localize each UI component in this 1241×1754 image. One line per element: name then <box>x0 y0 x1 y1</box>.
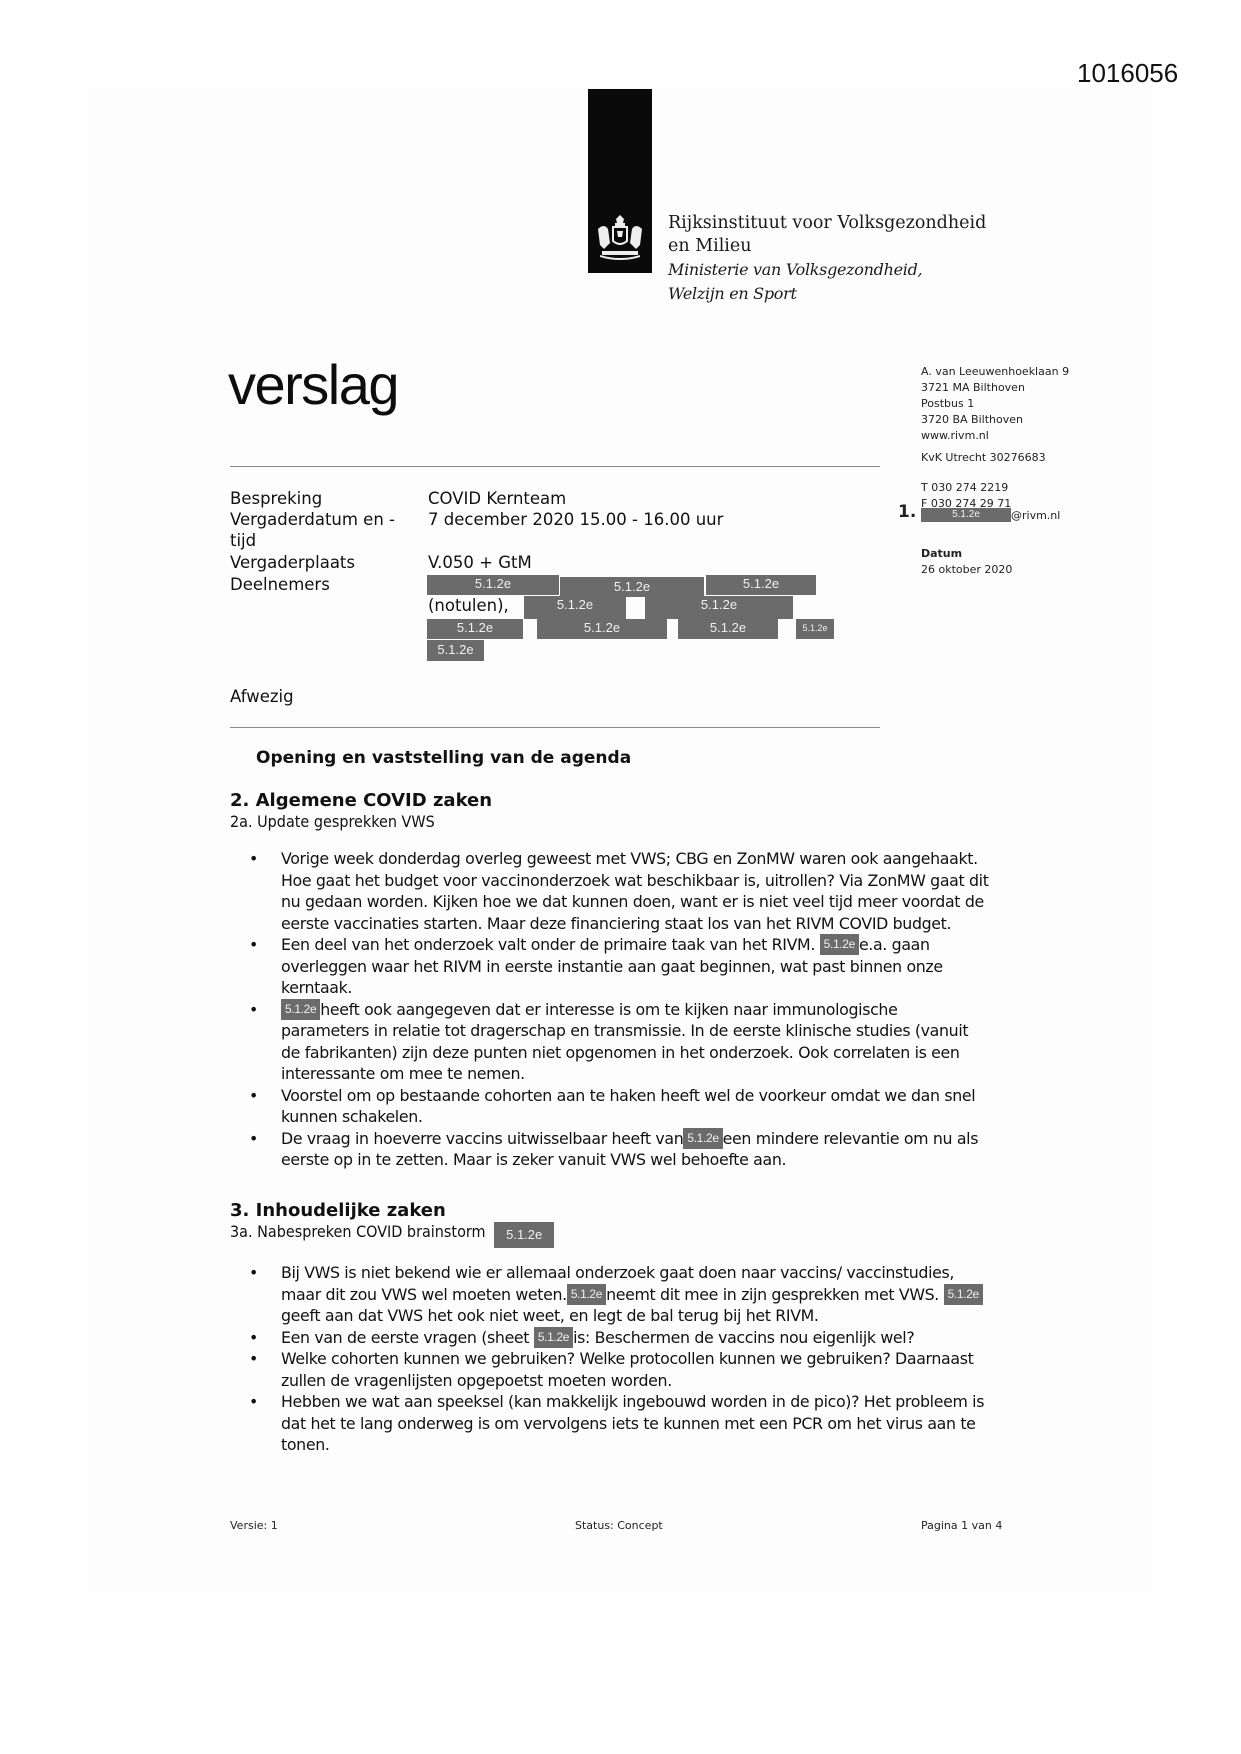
value-vergaderplaats: V.050 + GtM <box>428 553 532 572</box>
section-3a-subheading <box>230 1222 554 1248</box>
redaction-box: 5.1.2e <box>560 577 704 597</box>
notulen-label: (notulen), <box>428 596 509 615</box>
address-postbus: Postbus 1 <box>921 397 975 410</box>
list-item <box>230 1262 990 1327</box>
list-item <box>230 1327 990 1349</box>
document-title: verslag <box>228 353 399 416</box>
list-item <box>230 1348 990 1391</box>
title-divider <box>230 466 880 467</box>
section-3-bullets <box>230 1262 990 1456</box>
redaction-box: 5.1.2e <box>820 934 859 955</box>
value-vergaderdatum: 7 december 2020 15.00 - 16.00 uur <box>428 510 724 529</box>
bullet-text: De vraag in hoeverre vaccins uitwisselbaar heeft van <box>281 1128 684 1148</box>
sender-address-block <box>898 364 1070 578</box>
redaction-box: 5.1.2e <box>683 1128 722 1149</box>
redaction-box: 5.1.2e <box>427 619 523 639</box>
bullet-text: Een van de eerste vragen (sheet <box>281 1327 530 1347</box>
royal-crest-icon <box>594 215 646 261</box>
address-postbus-postcode: 3720 BA Bilthoven <box>921 413 1023 426</box>
footer-version: Versie: 1 <box>230 1519 278 1532</box>
bullet-text: e.a. gaan overleggen waar het RIVM in eerste instantie aan gaat beginnen, wat past binnen onze kerntaak. <box>281 935 943 997</box>
redaction-box: 5.1.2e <box>645 596 793 619</box>
org-name-line1: Rijksinstituut voor Volksgezondheid <box>668 213 987 233</box>
footer-status: Status: Concept <box>575 1519 663 1532</box>
list-item <box>230 1085 990 1128</box>
bullet-text: Welke cohorten kunnen we gebruiken? Welke protocollen kunnen we gebruiken? Daarnaast zullen de vragenlijsten opgepoetst moeten worden. <box>281 1349 974 1390</box>
rijksoverheid-logo-bar <box>588 89 652 273</box>
email-redaction: 5.1.2e <box>921 508 1011 522</box>
bullet-text: een mindere relevantie om nu als eerste op in te zetten. Maar is zeker vanuit VWS wel behoefte aan. <box>281 1128 979 1169</box>
label-tijd: tijd <box>230 531 257 550</box>
org-name-line2: en Milieu <box>668 236 752 256</box>
label-bespreking: Bespreking <box>230 489 323 508</box>
bullet-text: neemt dit mee in zijn gesprekken met VWS. <box>606 1284 939 1304</box>
redaction-box: 5.1.2e <box>678 619 778 639</box>
redaction-box: 5.1.2e <box>524 596 626 619</box>
redaction-box: 5.1.2e <box>567 1284 606 1305</box>
date-label: Datum <box>921 547 963 560</box>
label-vergaderdatum: Vergaderdatum en - <box>230 510 395 529</box>
bullet-text: Voorstel om op bestaande cohorten aan te haken heeft wel de voorkeur omdat we dan snel kunnen schakelen. <box>281 1085 976 1126</box>
bullet-text: Bij VWS is niet bekend wie er allemaal onderzoek gaat doen naar vaccins/ vaccinstudies, maar dit zou VWS wel moeten weten. <box>281 1263 955 1304</box>
label-deelnemers: Deelnemers <box>230 575 330 594</box>
redaction-box: 5.1.2e <box>494 1222 554 1248</box>
footer-page-number: Pagina 1 van 4 <box>921 1519 1003 1532</box>
annotation-marker: 1. <box>898 502 917 522</box>
bullet-text: Hebben we wat aan speeksel (kan makkelijk ingebouwd worden in de pico)? Het probleem is dat het te lang onderweg is om vervolgens iets te kunnen met een PCR om het virus aan te tonen. <box>281 1392 985 1454</box>
redaction-box: 5.1.2e <box>534 1327 573 1348</box>
address-street: A. van Leeuwenhoeklaan 9 <box>921 365 1070 378</box>
redaction-box: 5.1.2e <box>796 619 834 639</box>
kvk-number: KvK Utrecht 30276683 <box>921 451 1046 464</box>
list-item <box>230 999 990 1085</box>
redaction-box: 5.1.2e <box>281 999 320 1020</box>
list-item <box>230 934 990 999</box>
bullet-text: Een deel van het onderzoek valt onder de primaire taak van het RIVM. <box>281 935 815 954</box>
section-2-bullets <box>230 848 990 1171</box>
ministry-line2: Welzijn en Sport <box>668 284 797 303</box>
address-postcode: 3721 MA Bilthoven <box>921 381 1025 394</box>
redaction-box: 5.1.2e <box>944 1284 983 1305</box>
list-item <box>230 1128 990 1171</box>
bullet-text: geeft aan dat VWS het ook niet weet, en legt de bal terug bij het RIVM. <box>281 1306 819 1325</box>
section-2a-subheading: 2a. Update gesprekken VWS <box>230 812 435 831</box>
section-divider <box>230 727 880 728</box>
document-number: 1016056 <box>1077 58 1179 88</box>
email-domain: @rivm.nl <box>1011 509 1061 522</box>
subheading-text: 3a. Nabespreken COVID brainstorm <box>230 1222 486 1241</box>
website: www.rivm.nl <box>921 429 989 442</box>
label-vergaderplaats: Vergaderplaats <box>230 553 355 572</box>
phone-number: T 030 274 2219 <box>921 481 1009 494</box>
bullet-text: is: Beschermen de vaccins nou eigenlijk wel? <box>573 1327 915 1347</box>
redaction-box: 5.1.2e <box>427 640 484 661</box>
organization-name <box>668 212 986 306</box>
list-item <box>230 848 990 934</box>
fax-number: F 030 274 29 71 <box>921 497 1012 508</box>
value-bespreking: COVID Kernteam <box>428 489 567 508</box>
bullet-text: heeft ook aangegeven dat er interesse is om te kijken naar immunologische parameters in relatie tot dragerschap en transmissie. In de eerste klinische studies (vanuit de fabrikanten) zijn deze punten niet opgenomen in het onderzoek. Ook correlaten is een interessante om mee te nemen. <box>281 999 969 1083</box>
agenda-opening-heading: Opening en vaststelling van de agenda <box>256 748 632 768</box>
redaction-box: 5.1.2e <box>706 575 816 595</box>
ministry-line1: Ministerie van Volksgezondheid, <box>668 260 923 279</box>
section-3-heading: 3. Inhoudelijke zaken <box>230 1200 446 1221</box>
date-value: 26 oktober 2020 <box>921 563 1013 576</box>
list-item <box>230 1391 990 1456</box>
section-2-heading: 2. Algemene COVID zaken <box>230 790 493 811</box>
label-afwezig: Afwezig <box>230 687 294 706</box>
bullet-text: Vorige week donderdag overleg geweest met VWS; CBG en ZonMW waren ook aangehaakt. Hoe gaat het budget voor vaccinonderzoek wat beschikbaar is, uitrollen? Via ZonMW gaat dit nu gedaan worden. Kijken hoe we dat kunnen doen, want er is niet veel tijd meer voordat de eerste vaccinaties starten. Maar deze financiering staat los van het RIVM COVID budget. <box>281 849 989 933</box>
redaction-box: 5.1.2e <box>427 575 559 595</box>
redaction-box: 5.1.2e <box>537 619 667 639</box>
